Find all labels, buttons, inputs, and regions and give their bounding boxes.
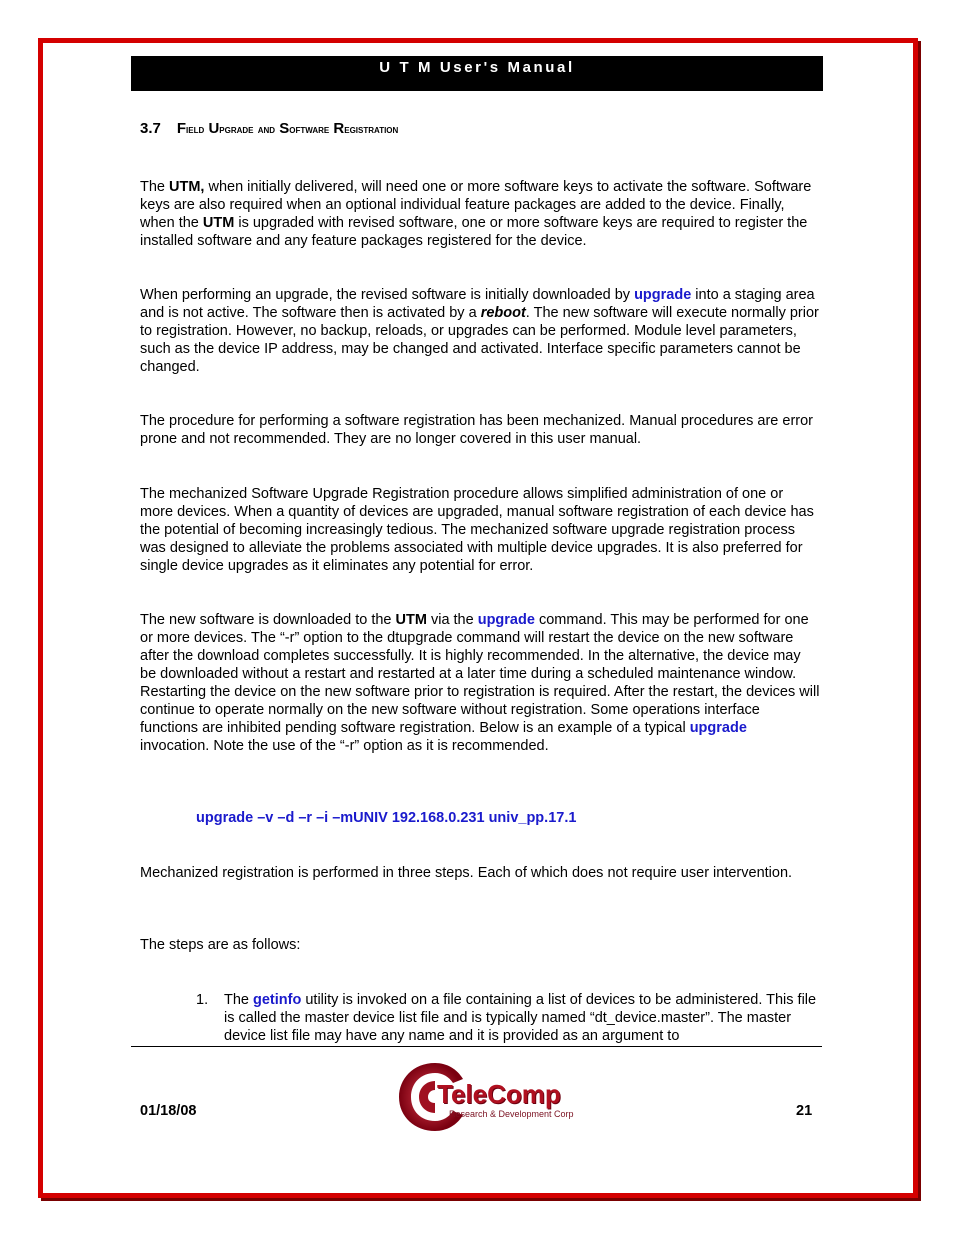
paragraph-download: The new software is downloaded to the UTM via the upgrade command. This may be performed for one or more devices. The “-r” option to the dtupgrade command will restart the device on the new software after the download completes successfully. It is highly recommended. In the alternative, the device may be downloaded without a restart and restarted at a later time during a scheduled maintenance window. Restarting the device on the new software prior to registration is required. After the restart, the devices will continue to operate normally on the new software without registration. Some operations interface functions are inhibited pending software registration. Below is an example of a typical upgrade invocation. Note the use of the “-r” option as it is recommended. xyxy=(140,612,820,754)
section-title-word: and xyxy=(257,122,276,136)
paragraph-steps-label: The steps are as follows: xyxy=(140,937,301,953)
paragraph-procedure: The procedure for performing a software registration has been mechanized. Manual procedures are error prone and not recommended. They are no longer covered in this user manual. xyxy=(140,413,813,447)
telecomp-logo xyxy=(395,1057,575,1137)
section-title-word: Field xyxy=(176,120,205,137)
section-heading xyxy=(140,119,398,139)
getinfo-keyword: getinfo xyxy=(253,992,302,1008)
footer-divider xyxy=(131,1046,822,1047)
list-number: 1. xyxy=(196,992,209,1008)
section-title-word: Software xyxy=(279,120,330,137)
upgrade-keyword: upgrade xyxy=(689,720,747,736)
list-item xyxy=(196,991,826,1045)
footer-date: 01/18/08 xyxy=(140,1103,197,1119)
upgrade-keyword: upgrade xyxy=(477,612,535,628)
paragraph-mechanized: The mechanized Software Upgrade Registration procedure allows simplified administration of one or more devices. When a quantity of devices are upgraded, manual software registration of each device has the potential of becoming increasingly tedious. The mechanized software upgrade registration process was designed to alleviate the problems associated with multiple device upgrades. It is also preferred for single device upgrades as it eliminates any potential for error. xyxy=(140,486,814,574)
section-number: 3.7 xyxy=(140,120,161,137)
manual-header: U T M User's Manual xyxy=(131,56,823,91)
logo-subtitle: Research & Development Corp xyxy=(449,1109,574,1119)
paragraph-steps-intro: Mechanized registration is performed in three steps. Each of which does not require user intervention. xyxy=(140,865,793,881)
section-title-word: Upgrade xyxy=(208,120,254,137)
upgrade-command-example: upgrade –v –d –r –i –mUNIV 192.168.0.231 univ_pp.17.1 xyxy=(196,810,577,826)
page-number: 21 xyxy=(796,1103,813,1119)
list-text: The getinfo utility is invoked on a file containing a list of devices to be administered. This file is called the master device list file and is typically named “dt_device.master”. The master device list file may have any name and it is provided as an argument to xyxy=(224,992,817,1044)
paragraph-upgrade: When performing an upgrade, the revised software is initially downloaded by upgrade into a staging area and is not active. The software then is activated by a reboot. The new software will execute normally prior to registration. However, no backup, reloads, or upgrades can be performed. Module level parameters, such as the device IP address, may be changed and activated. Interface specific parameters cannot be changed. xyxy=(140,287,819,375)
logo-name: TeleComp xyxy=(437,1079,561,1109)
section-title-word: Registration xyxy=(333,120,399,137)
paragraph-utm-keys: The UTM, when initially delivered, will need one or more software keys to activate the software. Software keys are also required when an optional individual feature packages are added to the device. Finally, when the UTM is upgraded with revised software, one or more software keys are required to register the installed software and any feature packages registered for the device. xyxy=(140,179,812,249)
upgrade-keyword: upgrade xyxy=(634,287,692,303)
